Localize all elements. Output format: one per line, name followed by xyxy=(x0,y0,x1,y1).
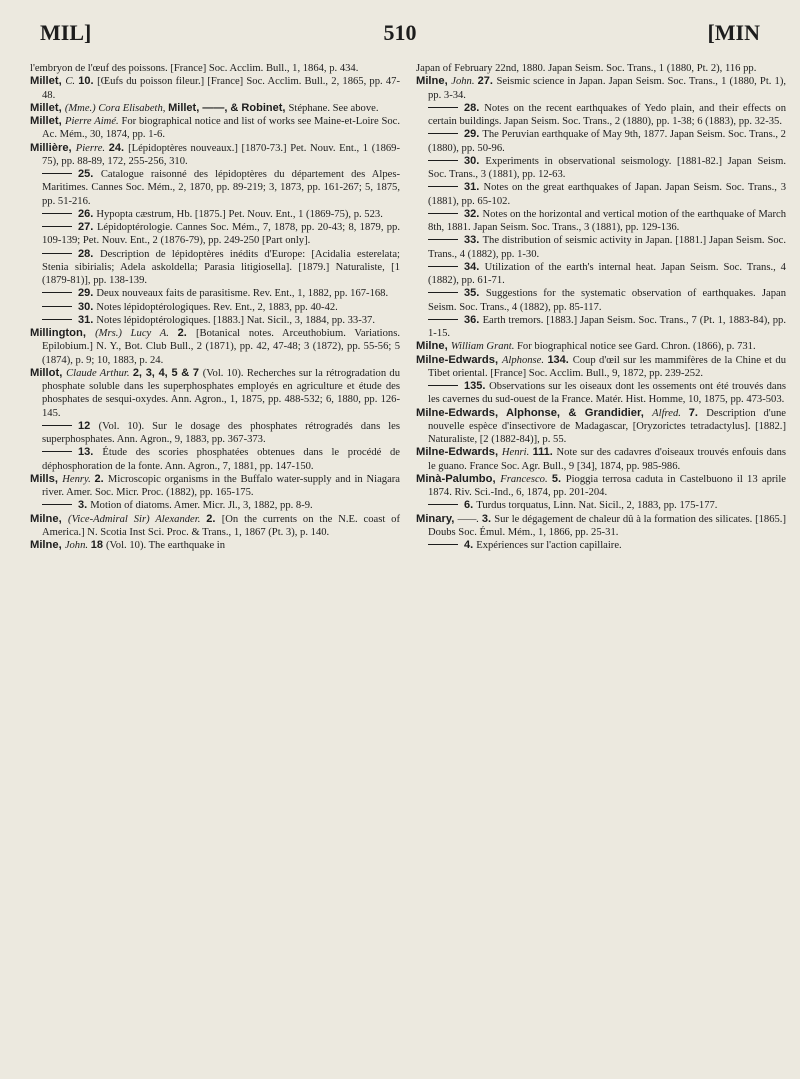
entry-text: [Botanical notes. Arceuthobium. Variations. Epilobium.] N. Y., Bot. Club Bull., 2 (1871), pp. 42, 47-48; 3 (1872), pp. 55-56; 5 (1874), p. 9; 10, 1883, p. 24. xyxy=(42,328,400,366)
author-name: Milne-Edwards, Alphonse, & Grandidier, xyxy=(416,406,653,419)
entry-text: Utilization of the earth's internal heat. Japan Seism. Soc. Trans., 4 (1882), pp. 61-71. xyxy=(428,261,786,286)
ditto-dash xyxy=(42,306,72,307)
bibliography-entry xyxy=(416,340,786,353)
header-right: [MIN xyxy=(707,20,760,45)
entry-number: 31. xyxy=(464,181,484,194)
entry-text: Seismic science in Japan. Japan Seism. Soc. Trans., 1 (1880, Pt. 1), pp. 3-34. xyxy=(428,76,786,101)
ditto-dash xyxy=(42,173,72,174)
bibliography-entry xyxy=(30,513,400,540)
author-name: Millière, xyxy=(30,141,76,154)
ditto-dash xyxy=(428,186,458,187)
bibliography-entry xyxy=(30,142,400,169)
entry-number: 30. xyxy=(78,300,97,313)
author-name: Millet, xyxy=(30,101,65,114)
entry-text: Lépidoptérologie. Cannes Soc. Mém., 7, 1878, pp. 20-43; 8, 1879, pp. 109-139; Pet. Nouv. Ent., 2 (1876-79), pp. 249-250 [Part only]. xyxy=(42,222,400,247)
entry-number: 33. xyxy=(464,234,483,247)
author-given-name: William Grant. xyxy=(450,341,518,353)
bibliography-entry xyxy=(416,539,786,552)
entry-number: 29. xyxy=(464,128,483,141)
author-name: Minary, xyxy=(416,512,458,525)
entry-number: 111. xyxy=(532,446,557,459)
entry-text: Notes on the recent earthquakes of Yedo plain, and their effects on certain buildings. Japan Seism. Soc. Trans., 2 (1880), pp. 1-38; 6 (1883), pp. 32-35. xyxy=(428,102,786,127)
bibliography-entry xyxy=(416,407,786,447)
entry-text: [On the currents on the N.E. coast of America.] N. Scotia Inst Sci. Proc. & Trans., 1, 1867 (Pt. 3), p. 140. xyxy=(42,513,400,538)
ditto-dash xyxy=(42,451,72,452)
author-given-name: Francesco. xyxy=(500,473,552,485)
entry-number: 26. xyxy=(78,207,97,220)
bibliography-entry xyxy=(30,168,400,208)
ditto-dash xyxy=(428,292,458,293)
entry-number: 36. xyxy=(464,313,483,326)
bibliography-entry xyxy=(30,446,400,473)
bibliography-entry xyxy=(30,314,400,327)
author-name: Millot, xyxy=(30,366,67,379)
entry-number: 2. xyxy=(206,512,222,525)
ditto-dash xyxy=(428,266,458,267)
author-name: Milne-Edwards, xyxy=(416,446,502,459)
ditto-dash xyxy=(428,133,458,134)
author-name: Millet, xyxy=(30,115,65,127)
entry-text: (Vol. 10). Recherches sur la rétrogradation du phosphate soluble dans les superphosphates employés en agriculture et étude des phosphates de sesqui-oxydes. Ann. Agron., 1, 1875, pp. 488-532; 6, 1880, pp. 126-145. xyxy=(42,367,401,419)
bibliography-entry xyxy=(30,208,400,221)
entry-text: Microscopic organisms in the Buffalo water-supply and in Niagara river. Amer. Soc. Micr. Proc. (1882), pp. 165-175. xyxy=(42,473,400,498)
entry-text: Étude des scories phosphatées obtenues dans le procédé de déphosphoration de la fonte. Ann. Agron., 7, 1881, pp. 147-150. xyxy=(42,447,400,472)
bibliography-entry xyxy=(30,499,400,512)
author-given-name: Alphonse. xyxy=(501,354,548,366)
bibliography-entry xyxy=(416,473,786,500)
author-name: Milne, xyxy=(416,75,452,88)
entry-text: For biographical notice and list of works see Maine-et-Loire Soc. Ac. Mém., 30, 1874, pp. 1-6. xyxy=(42,116,401,141)
bibliography-entry xyxy=(416,208,786,235)
entry-text: Suggestions for the systematic observation of earthquakes. Japan Seism. Soc. Trans., 4 (1882), pp. 85-117. xyxy=(428,288,786,313)
right-column xyxy=(416,62,786,552)
bibliography-entry xyxy=(30,420,400,447)
author-given-name: John. xyxy=(451,76,478,88)
entry-text: Pioggia terrosa caduta in Castelbuono il 13 aprile 1874. Riv. Sci.-Ind., 6, 1874, pp. 201-204. xyxy=(428,473,787,498)
entry-number: 24. xyxy=(108,141,129,154)
entry-text: [Œufs du poisson fileur.] [France] Soc. Acclim. Bull., 2, 1865, pp. 47-48. xyxy=(42,76,400,101)
entry-text: Notes lépidoptérologiques. [1883.] Nat. Sicil., 3, 1884, pp. 33-37. xyxy=(96,314,375,326)
author-given-name: Pierre. xyxy=(75,142,109,154)
entry-text: Experiments in observational seismology. [1881-82.] Japan Seism. Soc. Trans., 3 (1881), pp. 12-63. xyxy=(428,155,786,180)
bibliography-entry xyxy=(30,62,400,75)
author-given-name: (Mrs.) Lucy A. xyxy=(95,328,178,339)
entry-number: 3. xyxy=(481,512,495,525)
entry-text: Notes on the great earthquakes of Japan. Japan Seism. Soc. Trans., 3 (1881), pp. 65-102. xyxy=(428,182,786,207)
ditto-dash xyxy=(428,160,458,161)
bibliography-entry xyxy=(416,513,786,540)
author-name: Milne, xyxy=(416,340,451,353)
bibliography-entry xyxy=(30,287,400,300)
entry-text: Hypopta cæstrum, Hb. [1875.] Pet. Nouv. Ent., 1 (1869-75), p. 523. xyxy=(96,208,383,220)
ditto-dash xyxy=(42,292,72,293)
ditto-dash xyxy=(428,107,458,108)
author-name: Mills, xyxy=(30,472,63,485)
entry-number: 3. xyxy=(78,499,91,512)
entry-text: Description de lépidoptères inédits d'Europe: [Acidalia esterelata; Stenia sibirialis; Adela askoldella; Parasia litigiosella]. [1879.] Naturaliste, [1 (1879-81)], pp. 138-139. xyxy=(42,248,400,286)
entry-number: 6. xyxy=(464,499,477,512)
ditto-dash xyxy=(428,213,458,214)
entry-number: 27. xyxy=(78,221,97,233)
entry-number: 18 xyxy=(90,539,106,551)
entry-number: 32. xyxy=(464,207,483,220)
bibliography-entry xyxy=(416,354,786,381)
author-name: Millington, xyxy=(30,327,96,339)
author-given-name: Pierre Aimé. xyxy=(64,116,122,127)
entry-number: 34. xyxy=(464,260,485,273)
ditto-dash xyxy=(428,319,458,320)
entry-text: The distribution of seismic activity in Japan. [1881.] Japan Seism. Soc. Trans., 4 (1882), pp. 1-30. xyxy=(428,235,786,260)
entry-number: 2, 3, 4, 5 & 7 xyxy=(132,366,203,379)
entry-number: 2. xyxy=(94,472,108,485)
entry-text: Description d'une nouvelle espèce d'insectivore de Madagascar, [Oryzorictes tetradactylus]. [1882.] Naturaliste, [2 (1882-84)], p. 55. xyxy=(428,407,787,445)
entry-number: 31. xyxy=(78,313,97,326)
author-name: Milne, xyxy=(30,539,65,551)
header-left: MIL] xyxy=(40,20,92,45)
bibliography-entry xyxy=(416,181,786,208)
entry-number: 30. xyxy=(464,154,486,167)
ditto-dash xyxy=(42,226,72,227)
ditto-dash xyxy=(42,425,72,426)
entry-text: Japan of February 22nd, 1880. Japan Seism. Soc. Trans., 1 (1880, Pt. 2), 116 pp. xyxy=(416,63,757,74)
ditto-dash xyxy=(428,385,458,386)
bibliography-entry xyxy=(30,301,400,314)
entry-text: (Vol. 10). Sur le dosage des phosphates rétrogradés dans les superphosphates. Ann. Agron., 9, 1883, pp. 367-373. xyxy=(42,420,400,445)
ditto-dash xyxy=(428,504,458,505)
entry-text: The Peruvian earthquake of May 9th, 1877. Japan Seism. Soc. Trans., 2 (1880), pp. 50-96. xyxy=(428,129,786,154)
bibliography-entry xyxy=(416,314,786,341)
entry-number: 10. xyxy=(78,75,98,88)
entry-text: Earth tremors. [1883.] Japan Seism. Soc. Trans., 7 (Pt. 1, 1883-84), pp. 1-15. xyxy=(428,314,786,339)
entry-number: 12 xyxy=(78,419,99,432)
author-given-name: (Mme.) Cora Elisabeth, xyxy=(64,102,169,114)
entry-number: Millet, ——, & Robinet, xyxy=(168,101,289,114)
bibliography-entry xyxy=(416,102,786,129)
entry-text: l'embryon de l'œuf des poissons. [France] Soc. Acclim. Bull., 1, 1864, p. 434. xyxy=(30,63,359,74)
entry-number: 2. xyxy=(177,327,196,339)
bibliography-entry xyxy=(416,380,786,407)
entry-number: 13. xyxy=(78,446,103,459)
author-given-name: ——. xyxy=(457,513,482,525)
entry-number: 35. xyxy=(464,287,486,300)
entry-text: Notes lépidoptérologiques. Rev. Ent., 2, 1883, pp. 40-42. xyxy=(96,301,338,313)
author-name: Milne-Edwards, xyxy=(416,353,502,366)
entry-number: 29. xyxy=(78,287,97,300)
bibliography-entry xyxy=(30,115,400,142)
left-column xyxy=(30,62,400,552)
bibliography-entry xyxy=(30,473,400,500)
bibliography-entry xyxy=(30,221,400,248)
bibliography-entry xyxy=(30,539,400,552)
bibliography-entry xyxy=(416,128,786,155)
bibliography-entry xyxy=(416,261,786,288)
author-given-name: Henry. xyxy=(62,473,95,485)
author-given-name: (Vice-Admiral Sir) Alexander. xyxy=(68,513,207,525)
bibliography-entry xyxy=(416,62,786,75)
bibliography-entry xyxy=(416,499,786,512)
bibliography-entry xyxy=(416,234,786,261)
entry-text: Deux nouveaux faits de parasitisme. Rev. Ent., 1, 1882, pp. 167-168. xyxy=(96,288,389,300)
entry-text: Note sur des cadavres d'oiseaux trouvés enfouis dans le guano. France Soc. Agr. Bull., 9 [34], 1874, pp. 985-986. xyxy=(428,447,786,472)
ditto-dash xyxy=(42,504,72,505)
entry-text: Expériences sur l'action capillaire. xyxy=(476,540,622,551)
page-header xyxy=(40,20,760,54)
entry-text: Sur le dégagement de chaleur dû à la formation des silicates. [1865.] Doubs Soc. Émul. Mém., 1, 1866, pp. 25-31. xyxy=(428,513,786,538)
entry-text: Observations sur les oiseaux dont les ossements ont été trouvés dans les cavernes du sud-ouest de la France. Matér. Hist. Homme, 10, 1875, pp. 473-503. xyxy=(428,381,786,406)
author-given-name: Alfred. xyxy=(652,407,689,419)
entry-number: 28. xyxy=(464,101,485,114)
bibliography-entry xyxy=(30,248,400,288)
bibliography-entry xyxy=(30,367,400,420)
ditto-dash xyxy=(428,544,458,545)
author-name: Minà-Palumbo, xyxy=(416,472,501,485)
author-given-name: Claude Arthur. xyxy=(66,367,133,379)
entry-number: 135. xyxy=(464,380,490,392)
entry-text: Catalogue raisonné des lépidoptères du département des Alpes-Maritimes. Cannes Soc. Mém., 2, 1870, pp. 89-219; 3, 1873, pp. 161-267; 5, 1875, pp. 51-216. xyxy=(42,169,400,207)
bibliography-entry xyxy=(30,102,400,115)
author-given-name: C. xyxy=(65,76,79,88)
entry-number: 7. xyxy=(688,406,707,419)
bibliography-entry xyxy=(30,327,400,367)
entry-text: Turdus torquatus, Linn. Nat. Sicil., 2, 1883, pp. 175-177. xyxy=(476,500,718,512)
bibliography-entry xyxy=(416,155,786,182)
ditto-dash xyxy=(428,239,458,240)
page-number: 510 xyxy=(383,20,417,45)
ditto-dash xyxy=(42,319,72,320)
entry-text: For biographical notice see Gard. Chron. (1866), p. 731. xyxy=(517,341,756,353)
bibliography-entry xyxy=(30,75,400,102)
entry-number: 25. xyxy=(78,168,101,180)
ditto-dash xyxy=(42,213,72,214)
ditto-dash xyxy=(42,253,72,254)
bibliography-entry xyxy=(416,75,786,102)
author-given-name: Henri. xyxy=(501,447,533,459)
author-name: Milne, xyxy=(30,512,69,525)
entry-text: Notes on the horizontal and vertical motion of the earthquake of March 8th, 1881. Japan Seism. Soc. Trans., 3 (1881), pp. 129-136. xyxy=(428,208,786,233)
entry-number: 4. xyxy=(464,539,477,551)
entry-number: 27. xyxy=(477,75,497,88)
bibliography-entry xyxy=(416,446,786,473)
entry-number: 28. xyxy=(78,247,100,260)
entry-number: 134. xyxy=(547,353,573,366)
entry-text: (Vol. 10). The earthquake in xyxy=(106,540,226,551)
author-given-name: John. xyxy=(64,540,91,551)
author-name: Millet, xyxy=(30,75,66,88)
entry-number: 5. xyxy=(551,472,566,485)
entry-text: Coup d'œil sur les mammifères de la Chine et du Tibet oriental. [France] Soc. Acclim. Bull., 9, 1872, pp. 239-252. xyxy=(428,354,787,379)
entry-text: Motion of diatoms. Amer. Micr. Jl., 3, 1882, pp. 8-9. xyxy=(90,500,313,512)
bibliography-entry xyxy=(416,287,786,314)
entry-text: [Lépidoptères nouveaux.] [1870-73.] Pet. Nouv. Ent., 1 (1869-75), pp. 88-89, 172, 255-256, 310. xyxy=(42,142,400,167)
entry-text: Stéphane. See above. xyxy=(288,102,379,114)
